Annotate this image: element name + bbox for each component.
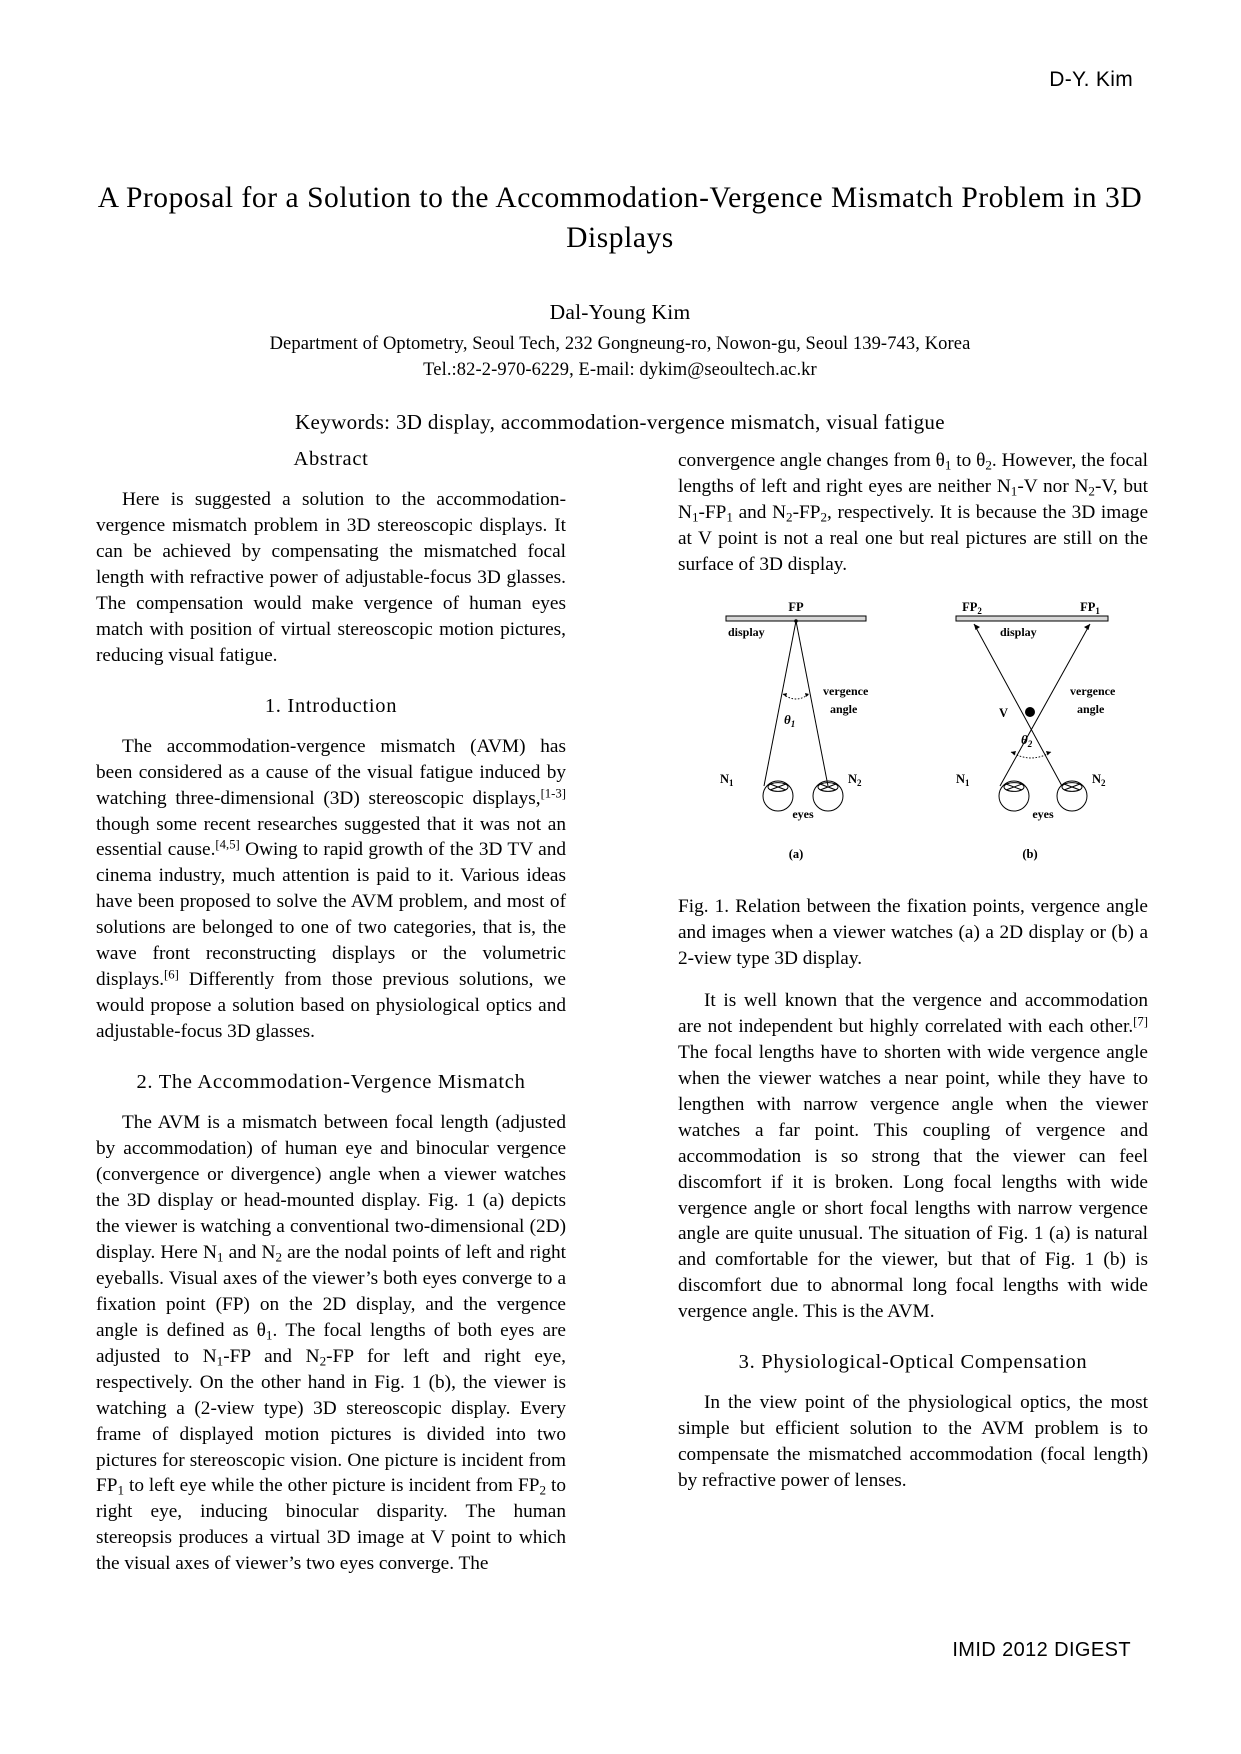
avm-text-2: and N xyxy=(223,1241,276,1263)
figure-label-fp: FP xyxy=(788,599,804,614)
citation-ref-1: [1-3] xyxy=(540,785,566,800)
rp1-text-5: -V, but N xyxy=(678,475,1148,523)
avm-text-1: The AVM is a mismatch between focal length (adjusted by accommodation) of human eye and binocular vergence (convergence or divergence) angle when a viewer watches the 3D display or head-mounted display. Fig. 1 (a) depicts the viewer is watching a conventional two-dimensional (2D) display. Here N xyxy=(96,1112,566,1263)
keywords-line: Keywords: 3D display, accommodation-vergence mismatch, visual fatigue xyxy=(295,409,945,434)
right-column xyxy=(678,448,1148,1494)
subscript-fp2: 2 xyxy=(539,1482,547,1498)
subscript-n2r: 2 xyxy=(1088,483,1095,499)
intro-text-2: though some recent researches suggested that it was not an essential cause. xyxy=(96,813,566,861)
rp1-text-2: to θ xyxy=(951,450,986,471)
avm-text-8: to right eye, inducing binocular disparity. The human stereopsis produces a virtual 3D image at V point to which the visual axes of viewer’s two eyes converge. The xyxy=(96,1475,566,1575)
figure-label-panel-a: (a) xyxy=(788,846,804,861)
figure-1-diagram xyxy=(678,600,1148,878)
figure-label-angle-b: angle xyxy=(1077,701,1105,716)
vergence-accommodation-paragraph xyxy=(678,988,1148,1325)
abstract-paragraph: Here is suggested a solution to the accommodation-vergence mismatch problem in 3D stereoscopic displays. It can be achieved by compensating the mismatched focal length with refractive power of adjustable-focus 3D glasses. The compensation would make vergence of human eyes match with position of virtual stereoscopic motion pictures, reducing visual fatigue. xyxy=(96,489,566,666)
rp1-text-9: , respectively. It is because the 3D image at V point is not a real one but real pictures are still on the surface of 3D display. xyxy=(678,501,1149,575)
citation-ref-3: [6] xyxy=(164,967,179,982)
citation-ref-7: [7] xyxy=(1133,1014,1148,1029)
avm-text-5: -FP and N xyxy=(223,1345,320,1367)
citation-ref-2: [4,5] xyxy=(215,837,240,852)
intro-text-1: The accommodation-vergence mismatch (AVM) has been considered as a cause of the visual fatigue induced by watching three-dimensional (3D) stereoscopic displays, xyxy=(96,735,566,809)
rp1-text-1: convergence angle changes from θ xyxy=(678,450,945,471)
figure-caption: Fig. 1. Relation between the fixation points, vergence angle and images when a viewer watches (a) a 2D display or (b) a 2-view type 3D display. xyxy=(678,895,1148,969)
figure-label-angle-a: angle xyxy=(830,701,858,716)
figure-label-eyes-a: eyes xyxy=(792,806,814,821)
section-heading-abstract: Abstract xyxy=(293,448,369,470)
subscript-fp2r: 2 xyxy=(820,509,828,525)
subscript-n2r2: 2 xyxy=(786,509,793,525)
author-name: Dal-Young Kim xyxy=(549,300,691,325)
avm-text-4: . The focal lengths of both eyes are adjusted to N xyxy=(96,1319,566,1367)
rp2-text-2: The focal lengths have to shorten with wide vergence angle when the viewer watches a near point, while they have to lengthen with narrow vergence angle when the viewer watches a far point. This coupling of vergence and accommodation is so strong that the viewer can feel discomfort if it is broken. Long focal lengths with wide vergence angle or short focal lengths with narrow vergence angle are quite unusual. The situation of Fig. 1 (a) is natural and comfortable for the viewer, but that of Fig. 1 (b) is discomfort due to abnormal long focal lengths with wide vergence angle. This is the AVM. xyxy=(678,1041,1148,1323)
title-block xyxy=(95,178,1145,435)
running-head: D-Y. Kim xyxy=(1049,68,1133,91)
author-affiliation: Department of Optometry, Seoul Tech, 232 Gongneung-ro, Nowon-gu, Seoul 139-743, Korea xyxy=(269,334,971,355)
avm-paragraph xyxy=(96,1110,566,1577)
subscript-n1r: 1 xyxy=(1010,483,1018,499)
page-title: A Proposal for a Solution to the Accommodation-Vergence Mismatch Problem in 3D Displays xyxy=(97,182,1143,255)
section-heading-introduction: 1. Introduction xyxy=(264,694,398,717)
figure-label-fp2: $FP_2$ xyxy=(962,599,982,616)
figure-label-n2-b: $N_2$ xyxy=(1092,771,1106,788)
introduction-paragraph xyxy=(96,734,566,1045)
figure-label-display-b: display xyxy=(1000,624,1037,639)
intro-text-4: Differently from those previous solutions, we would propose a solution based on physiological optics and adjustable-focus 3D glasses. xyxy=(96,969,566,1043)
subscript-fp1r: 1 xyxy=(726,509,733,525)
rp1-text-6: -FP xyxy=(698,501,727,523)
rp1-text-8: -FP xyxy=(792,501,821,523)
rp1-text-3: . However, the focal lengths of left and right eyes are neither N xyxy=(678,450,1149,497)
subscript-theta2r: 2 xyxy=(985,457,992,473)
figure-label-n1-b: $N_1$ xyxy=(956,771,970,788)
compensation-paragraph: In the view point of the physiological optics, the most simple but efficient solution to the AVM problem is to compensate the mismatched accommodation (focal length) by refractive power of lenses. xyxy=(678,1392,1148,1492)
figure-label-vergence-a: vergence xyxy=(823,683,869,698)
subscript-theta1: 1 xyxy=(265,1327,273,1342)
rp1-text-4: -V nor N xyxy=(1017,475,1089,497)
figure-label-v-point: V xyxy=(998,705,1008,720)
section-heading-avm: 2. The Accommodation-Vergence Mismatch xyxy=(136,1071,526,1094)
figure-label-theta2: $\theta_2$ xyxy=(1021,731,1033,749)
figure-label-fp1: $FP_1$ xyxy=(1080,599,1100,616)
right-continuation-paragraph xyxy=(678,448,1148,578)
body-columns xyxy=(96,448,1148,1608)
author-contact: Tel.:82-2-970-6229, E-mail: dykim@seoultech.ac.kr xyxy=(423,360,817,381)
figure-label-eyes-b: eyes xyxy=(1032,806,1054,821)
figure-label-n1-a: $N_1$ xyxy=(720,771,734,788)
figure-label-theta1: $\theta_1$ xyxy=(784,711,796,729)
avm-text-7: to left eye while the other picture is incident from FP xyxy=(124,1475,540,1497)
subscript-n1r2: 1 xyxy=(691,509,699,525)
subscript-n1: 1 xyxy=(216,1249,224,1265)
rp2-text-1: It is well known that the vergence and accommodation are not independent but highly correlated with each other. xyxy=(678,989,1148,1037)
rp1-text-7: and N xyxy=(732,501,787,523)
avm-text-3: are the nodal points of left and right eyeballs. Visual axes of the viewer’s both eyes converge to a fixation point (FP) on the 2D display, and the vergence angle is defined as θ xyxy=(96,1241,567,1341)
footer-digest: IMID 2012 DIGEST xyxy=(952,1639,1131,1661)
figure-label-display-a: display xyxy=(728,624,765,639)
subscript-theta1r: 1 xyxy=(944,457,952,473)
figure-label-n2-a: $N_2$ xyxy=(848,771,862,788)
subscript-fp1: 1 xyxy=(117,1482,125,1498)
figure-label-vergence-b: vergence xyxy=(1070,683,1116,698)
section-heading-compensation: 3. Physiological-Optical Compensation xyxy=(738,1351,1088,1374)
figure-label-panel-b: (b) xyxy=(1022,846,1038,861)
subscript-n2b: 2 xyxy=(319,1352,327,1368)
figure-1 xyxy=(678,600,1148,972)
subscript-n1b: 1 xyxy=(216,1352,224,1368)
avm-text-6: -FP for left and right eye, respectively. On the other hand in Fig. 1 (b), the viewer is watching a (2-view type) 3D stereoscopic display. Every frame of displayed motion pictures is divided into two pictures for stereoscopic vision. One picture is incident from FP xyxy=(96,1345,566,1497)
subscript-n2: 2 xyxy=(275,1249,283,1265)
left-column xyxy=(96,448,566,1577)
intro-text-3: Owing to rapid growth of the 3D TV and cinema industry, much attention is paid to it. Various ideas have been proposed to solve the AVM problem, and most of solutions are belonged to one of two categories, that is, the wave front reconstructing displays or the volumetric displays. xyxy=(96,839,566,991)
